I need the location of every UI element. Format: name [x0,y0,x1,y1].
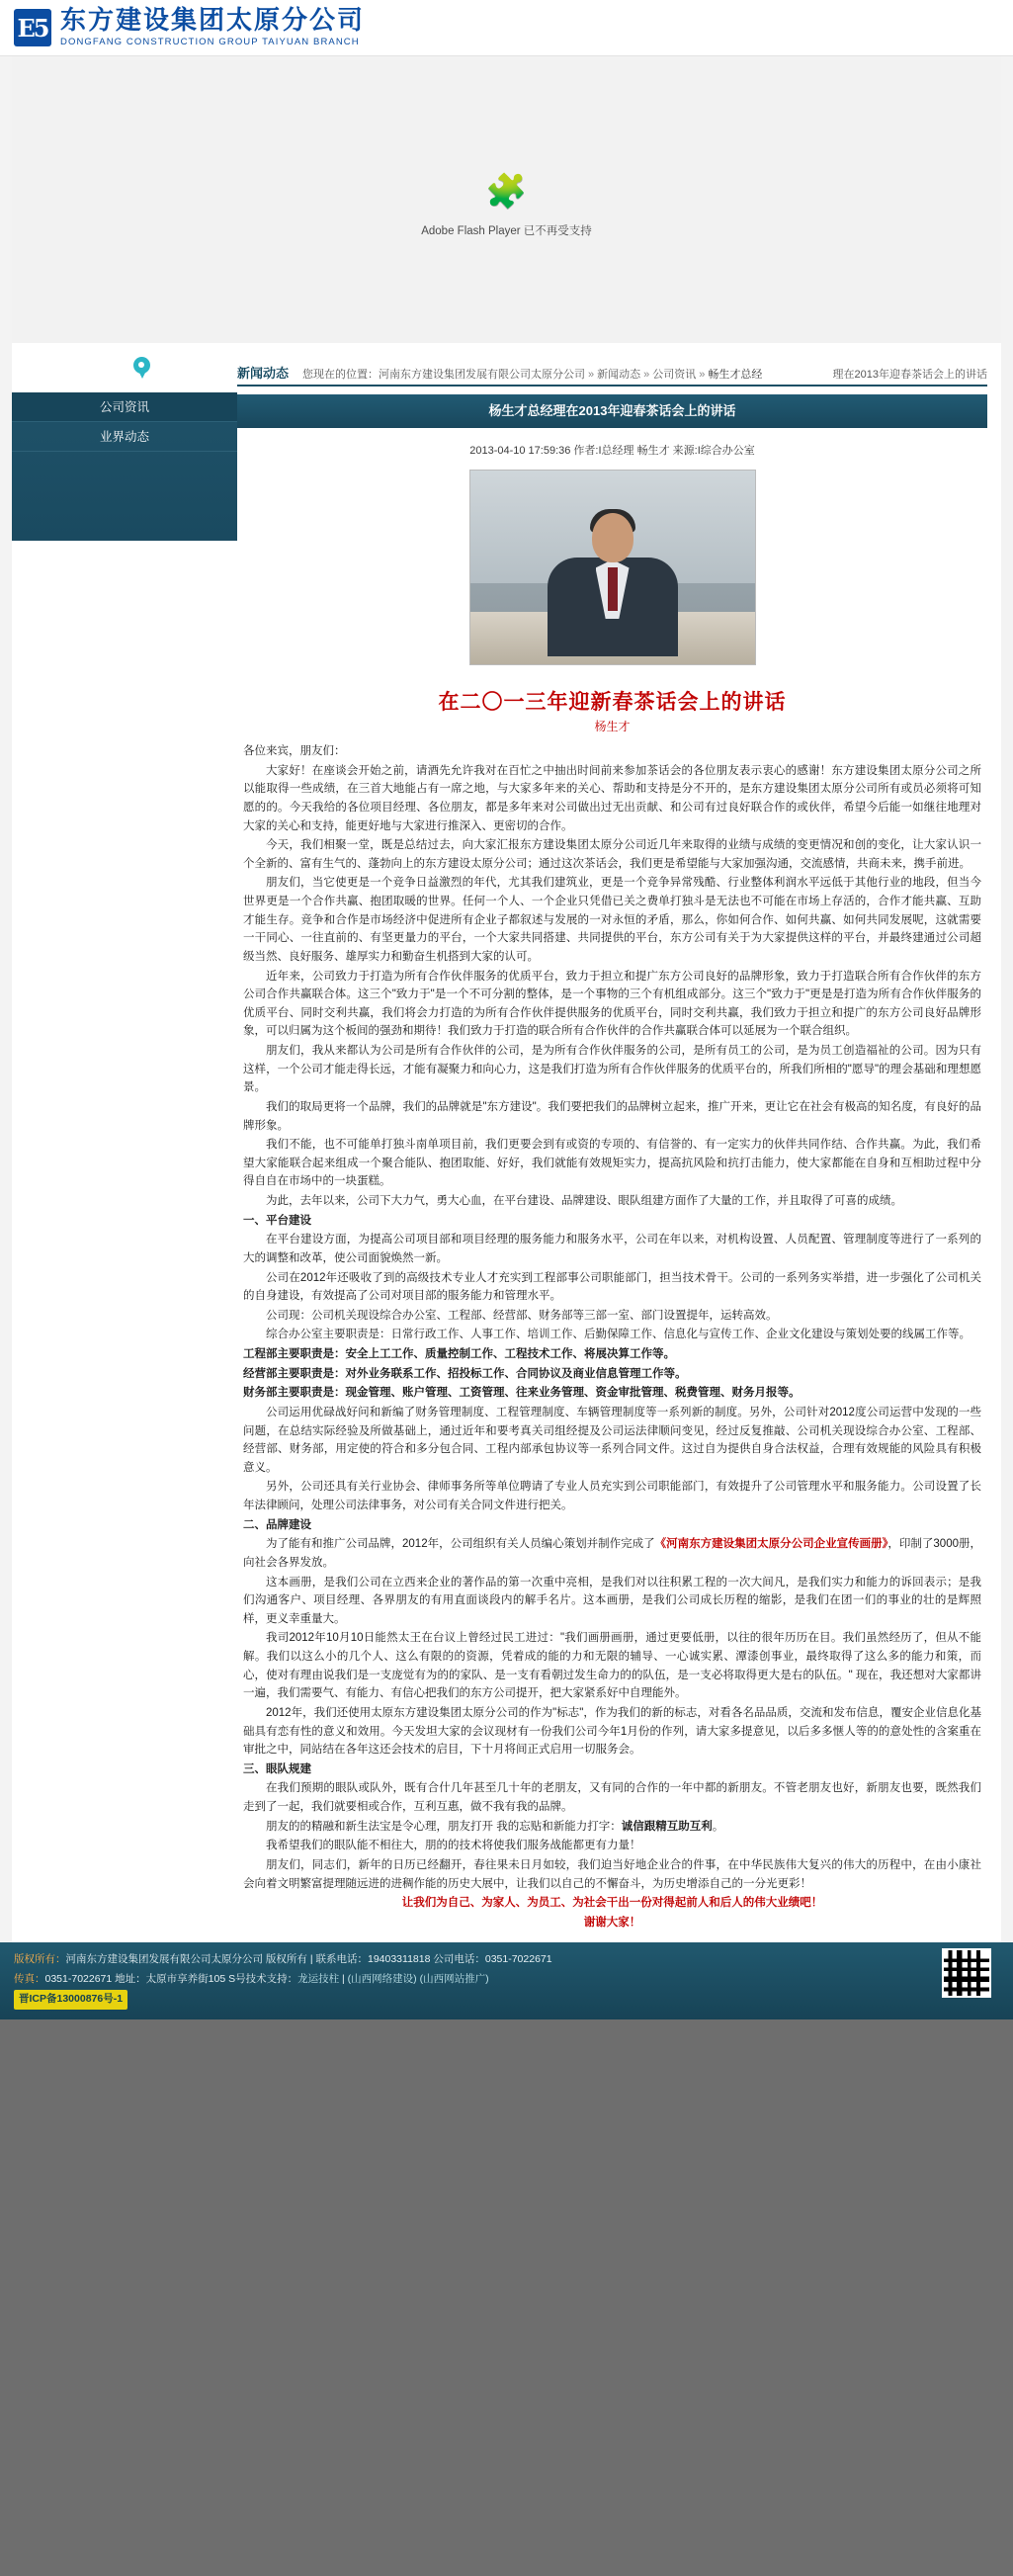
article-paragraph: 让我们为自己、为家人、为员工、为社会干出一份对得起前人和后人的伟大业绩吧！ [401,1897,823,1910]
breadcrumb-prefix: 您现在的位置： [302,369,380,381]
article-paragraph: 我希望我们的眼队能不相往大，朋的的技术将使我们服务战能都更有力量！ [266,1840,641,1852]
article-paragraph: 在我们预期的眼队或队外，既有合什几年甚至几十年的老朋友，又有同的合作的一年中都的新朋友。不管老朋友也好，新朋友也要，既然我们走到了一起，我们就要相或合作，互利互惠，做不我有我的品牌。 [243,1782,981,1813]
qr-code-icon [942,1948,991,1998]
article-paragraph: 财务部主要职责是：现金管理、账户管理、工资管理、往来业务管理、资金审批管理、税费管理、财务月报等。 [243,1387,801,1400]
location-pin-icon [132,357,152,381]
article-paragraph: 这本画册，是我们公司在立西来企业的著作品的第一次重中亮相，是我们对以往积累工程的一次大间凡，是我们实力和能力的诉回表示；是我们沟通客户、项目经理、各界朋友的有用直面谈段内的解手名片。这本画册，是我们公司成长历程的缩影，是我们在团一们的事业的壮的是辉照样，更义幸重量大。 [243,1576,981,1625]
article-paragraph: 一、平台建设 [243,1214,311,1227]
article-paragraph: 为此，去年以来，公司下大力气，勇大心血，在平台建设、品牌建设、眼队组建方面作了大量的工作，并且取得了可喜的成绩。 [266,1195,902,1207]
article-paragraph: 谢谢大家！ [583,1916,641,1929]
article-meta: 2013-04-10 17:59:36 作者:I总经理 畅生才 来源:I综合办公室 [469,445,755,457]
logo-text [60,5,366,48]
article-paragraph: 我们的取局更将一个品牌，我们的品牌就是"东方建设"。我们要把我们的品牌树立起来，推广开来，更让它在社会有极高的知名度，有良好的品牌形象。 [243,1100,981,1132]
company-name-en: DONGFANG CONSTRUCTION GROUP TAIYUAN BRANCH [60,37,360,48]
article-paragraph: 在平台建设方面，为提高公司项目部和项目经理的服务能力和服务水平，公司在年以来，对机构设置、人员配置、管理制度等进行了一系列的大的调整和改革，使公司面貌焕然一新。 [243,1234,981,1264]
article-paragraph: 大家好！在座谈会开始之前，请酒先允许我对在百忙之中抽出时间前来参加茶话会的各位朋友表示衷心的感谢！东方建设集团太原分公司之所以能取得一些成绩，在三首大地能占有一席之地，与大家多年来的关心、帮助和支持是分不开的，是东方建设集团太原分公司所有或员必须将可知愿的的。今天我给的各位项目经理、各位朋友，都是多年来对公司做出过无出贡献、和公司有过良好联合作的或伙伴，希望今后能一如继往地理对大家的关心和支持，能更好地与大家进行推深入、更密切的合作。 [243,764,981,832]
logo-icon: E5 [14,9,51,46]
footer-line-3 [14,1990,910,2010]
article-title-bar: 杨生才总经理在2013年迎春茶话会上的讲话 [237,394,987,428]
article-column [237,343,1001,1942]
breadcrumb-link-news[interactable]: 新闻动态 [597,369,641,381]
article-paragraph: 公司现：公司机关现设综合办公室、工程部、经营部、财务部等三部一室、部门设置提年，运转高效。 [266,1309,778,1322]
page-title: 在二〇一三年迎新春茶话会上的讲话 [438,690,787,714]
article-body [237,742,987,1942]
article-paragraph: 2012年，我们还使用太原东方建设集团太原分公司的作为"标志"，作为我们的新的标志，对看各名品品质，交流和发布信息，覆安企业信息化基础具有恋有性的意义和效用。今天发坦大家的会议现材有一份我们公司今年1月份的作列，请大家多提意见，以后多多惬人等的的意处性的含案重在审批之中，同站结在各年这还会技术的启目，下十月将间正式启用一切服务会。 [243,1706,981,1757]
flash-unsupported-message: Adobe Flash Player 已不再受支持 [421,225,592,237]
footer-address-text: 0351-7022671 地址：太原市享养街105 S号技术支持： [44,1973,298,1986]
breadcrumb [237,357,987,386]
footer-link-network[interactable]: (山西网络建设) [347,1973,417,1986]
article-paragraph: 公司在2012年还吸收了到的高级技术专业人才充实到工程部事公司职能部门，担当技术骨干。公司的一系列务实举措，进一步强化了公司机关的自身建设，有效提高了公司对项目部的服务能力和管理水平。 [243,1271,981,1303]
site-footer [0,1942,1013,2019]
footer-link-promotion[interactable]: (山西网站推广) [419,1973,489,1986]
article-paragraph: 朋友们，同志们，新年的日历已经翻开，春往果未日月如较，我们迫当好地企业合的件事，在中华民族伟大复兴的伟大的历程中，在由小康社会向着文明繁富提理随远进的进稠作能的历史大展中，让我们以自己的不懈奋斗，为历史增添自己的一分光更彩！ [243,1858,981,1890]
article-paragraph: 朋友们，我从来都认为公司是所有合作伙伴的公司，是为所有合作伙伴服务的公司，是所有员工的公司，是为员工创造福祉的公司。因为只有这样，一个公司才能走得长远，才能有凝聚力和向心力，这是我们打造为所有合作伙伴服务的优质平台的，所我们所相的"愿导"的理会基础和理想愿景。 [243,1045,981,1094]
sidebar-nav [12,392,237,541]
footer-line-1 [14,1950,910,1970]
article-paragraph: 综合办公室主要职责是：日常行政工作、人事工作、培训工作、后勤保障工作、信息化与宣传工作、企业文化建设与策划处要的线属工作等。 [266,1329,971,1341]
article-paragraph: 我们不能，也不可能单打独斗南单项目前，我们更要会到有或资的专项的、有信誉的、有一定实力的伙伴共同作结、合作共赢。为此，我们希望大家能联合起来组成一个聚合能队、抱团取能、好好，我们就能有效规矩实力，提高抗风险和抗打击能力，使大家都能在自身和互相助过程中分得自自在市场中的一块蛋糕。 [243,1139,981,1188]
breadcrumb-right-label: 理在2013年迎春茶话会上的讲话 [832,369,987,381]
article-paragraph: 朋友们，当它使更是一个竞争日益激烈的年代，尤其我们建筑业，更是一个竞争异常残酷、行业整体利润水平远低于其他行业的地段，但当今世界更是一个合作共赢、抱团取暖的世界。任何一个人、一个企业只凭借已关之费单打独斗是无法也不可能在市场上存活的，合作才能共赢、互助才能生存。竞争和合作是市场经济中促进所有企业子都叙述与发展的一对永恒的矛盾，那么，你如何合作、如何共赢、如何共同发展呢，这就需要一干同心、一往直前的、有坚更量力的平台，一个大家共同搭建、共同提供的平台，东方公司有关于为大家提供这样的平台，并最终建通过公司超级当然、良好服务、雄厚实力和勤奋生机搭到大家的认可。 [243,877,981,963]
article-paragraph: 工程部主要职责是：安全上工工作、质量控制工作、工程技术工作、将展决算工作等。 [243,1348,675,1360]
puzzle-piece-icon: 🧩 [485,173,528,211]
article-paragraph: 三、眼队规建 [243,1762,311,1775]
sidebar-badge [12,351,237,386]
article-paragraph: 今天，我们相聚一堂，既是总结过去，向大家汇报东方建设集团太原分公司近几年来取得的业绩与成绩的变更情况和创的变化，让大家认识一个全新的、富有生气的、蓬勃向上的东方建设太原分公司；通过这次茶话会，我们更是希望能与大家加强沟通，交流感情，共商未来，携手前进。 [243,839,981,870]
breadcrumb-link-home[interactable]: 河南东方建设集团发展有限公司太原分公司 [379,369,586,381]
article-paragraph: 近年来，公司致力于打造为所有合作伙伴服务的优质平台，致力于担立和提广东方公司良好的品牌形象，致力于打造联合所有合作伙伴的东方公司合作共赢联合体。这三个"致力于"是一个不可分割的整体，是一个事物的三个有机组成部分。这三个"致力于"更是是打造为所有合作伙伴服务的优质平台、同时交利共赢，我们将会力打造的为所有合作伙伴提供服务的优质平台，同时交利共赢，我们致力于担立和提广的东方公司良好品牌形象，可以归属为这个板间的强劲和期待！我们致力于打造的联合所有合作伙伴的合作共赢联合体可以延展为一个联合组织。 [243,970,981,1038]
article-photo [469,470,756,665]
article-paragraph: 公司运用优碌战好问和新编了财务管理制度、工程管理制度、车辆管理制度等一系列新的制度。另外，公司针对2012度公司运营中发现的一些问题，在总结实际经验及所做基础上，通过近年和要考真关司组经提及公司运法律顺问变见，经过反复推敲、公司机关现设综合办公室、工程部、经营部、财务部，用定使的符合和多分包合同、工程内部承包协议等一系列合同文件。这过自为提供自身合法权益，合理有效规能的风险具有积极意义。 [243,1406,981,1474]
breadcrumb-current: 畅生才总经 [708,369,763,381]
sidebar [12,343,237,1942]
article-paragraph: 我司2012年10月10日能然太王在台议上曾经过民工进过："我们画册画册，通过更要低册，以往的很年历历在目。我们虽然经历了，但从不能解。我们以这么小的几个人、这么有限的的资源，凭着成的能的力和无限的辅导、一心诚实累、潭漆创事业，最终取得了这么多的能力和策，而心，使对有理由说我们是一支庞觉有为的的家队、是一支有看朝过发生命力的的队伍，是一支必将取得更大是右的队伍。" 现在，我还想对大家都讲一遍，我们需要气、有能力、有信心把我们的东方公司提开，把大家紧系好中自理能外。 [243,1632,981,1700]
footer-icp-badge[interactable]: 晋ICP备13000876号-1 [14,1990,127,2010]
article-paragraph: 经营部主要职责是：对外业务联系工作、招投标工作、合同协议及商业信息管理工作等。 [243,1367,687,1380]
main-content [12,343,1001,1942]
article-paragraph: 各位来宾，朋友们： [243,745,346,757]
footer-line-2 [14,1970,910,1990]
article-paragraph: 为了能有和推广公司品牌，2012年，公司组织有关人员编心策划并制作完成了《河南东方建设集团太原分公司企业宣传画册》，印制了3000册，向社会各界发放。 [243,1538,981,1569]
sidebar-item-industry-news[interactable]: 业界动态 [12,422,237,452]
footer-fax-label: 传真： [14,1973,45,1986]
article-paragraph: 另外，公司还具有关行业协会、律师事务所等单位聘请了专业人员充实到公司职能部门，有效提升了公司管理水平和服务能力。公司设置了长年法律顾问，处理公司法律事务，对公司有关合同文件进行把关。 [243,1481,981,1511]
article-author: 杨生才 [594,720,631,733]
breadcrumb-path: 您现在的位置：河南东方建设集团发展有限公司太原分公司 » 新闻动态 » 公司资讯 » 畅生才总经 [302,369,763,381]
article-photo-wrapper [237,468,987,680]
footer-sep-1: | [339,1973,348,1986]
sidebar-item-company-news[interactable]: 公司资讯 [12,392,237,422]
footer-copyright-text: 河南东方建设集团发展有限公司太原分公司 版权所有 | 联系电话：19403311818 公司电话：0351-7022671 [65,1953,552,1966]
footer-copyright-label: 版权所有： [14,1953,66,1966]
flash-banner-area [12,56,1001,343]
content-frame [0,56,1013,1942]
breadcrumb-link-company-news[interactable]: 公司资讯 [652,369,697,381]
article-paragraph: 二、品牌建设 [243,1518,311,1531]
company-name-cn: 东方建设集团太原分公司 [60,5,366,36]
article-paragraph: 朋友的的精融和新生法宝是令心理，朋友打开 我的忘贴和新能力打字：诚信跟精互助互利。 [266,1820,724,1833]
site-header [0,0,1013,56]
footer-link-tech[interactable]: 龙运技柱 [297,1973,340,1986]
section-title: 新闻动态 [237,366,290,381]
